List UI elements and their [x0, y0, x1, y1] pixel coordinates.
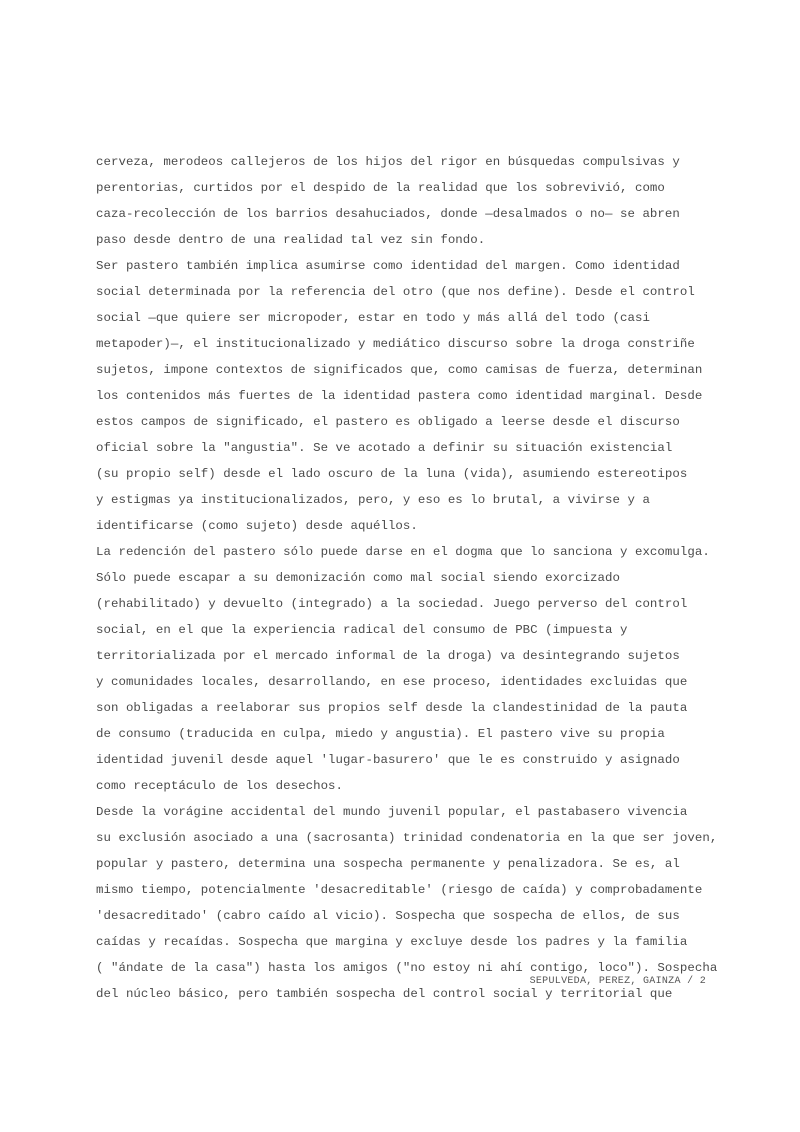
- text-line: caza-recolección de los barrios desahuciados, donde —desalmados o no— se abren: [96, 207, 680, 221]
- text-line: y estigmas ya institucionalizados, pero, y eso es lo brutal, a vivirse y a: [96, 493, 650, 507]
- body-text: [96, 149, 736, 1007]
- text-line: social —que quiere ser micropoder, estar en todo y más allá del todo (casi: [96, 311, 650, 325]
- text-line: Desde la vorágine accidental del mundo juvenil popular, el pastabasero vivencia: [96, 805, 688, 819]
- text-line: paso desde dentro de una realidad tal vez sin fondo.: [96, 233, 486, 247]
- text-line: (su propio self) desde el lado oscuro de la luna (vida), asumiendo estereotipos: [96, 467, 688, 481]
- text-line: La redención del pastero sólo puede darse en el dogma que lo sanciona y excomulga.: [96, 545, 710, 559]
- text-line: Sólo puede escapar a su demonización como mal social siendo exorcizado: [96, 571, 620, 585]
- text-line: oficial sobre la "angustia". Se ve acotado a definir su situación existencial: [96, 441, 673, 455]
- text-line: son obligadas a reelaborar sus propios self desde la clandestinidad de la pauta: [96, 701, 688, 715]
- text-line: cerveza, merodeos callejeros de los hijos del rigor en búsquedas compulsivas y: [96, 155, 680, 169]
- text-line: (rehabilitado) y devuelto (integrado) a la sociedad. Juego perverso del control: [96, 597, 688, 611]
- text-line: Ser pastero también implica asumirse como identidad del margen. Como identidad: [96, 259, 680, 273]
- text-line: ( "ándate de la casa") hasta los amigos ("no estoy ni ahí contigo, loco"). Sospecha: [96, 961, 718, 975]
- text-line: de consumo (traducida en culpa, miedo y angustia). El pastero vive su propia: [96, 727, 665, 741]
- text-line: perentorias, curtidos por el despido de la realidad que los sobrevivió, como: [96, 181, 665, 195]
- text-line: y comunidades locales, desarrollando, en ese proceso, identidades excluidas que: [96, 675, 688, 689]
- text-line: del núcleo básico, pero también sospecha del control social y territorial que: [96, 987, 673, 1001]
- text-line: sujetos, impone contextos de significados que, como camisas de fuerza, determinan: [96, 363, 703, 377]
- text-line: como receptáculo de los desechos.: [96, 779, 344, 793]
- text-line: social, en el que la experiencia radical del consumo de PBC (impuesta y: [96, 623, 628, 637]
- text-line: estos campos de significado, el pastero es obligado a leerse desde el discurso: [96, 415, 680, 429]
- text-line: territorializada por el mercado informal de la droga) va desintegrando sujetos: [96, 649, 680, 663]
- text-line: identificarse (como sujeto) desde aquéllos.: [96, 519, 418, 533]
- text-line: los contenidos más fuertes de la identidad pastera como identidad marginal. Desde: [96, 389, 703, 403]
- text-line: 'desacreditado' (cabro caído al vicio). Sospecha que sospecha de ellos, de sus: [96, 909, 680, 923]
- text-line: metapoder)—, el institucionalizado y mediático discurso sobre la droga constriñe: [96, 337, 695, 351]
- text-line: su exclusión asociado a una (sacrosanta) trinidad condenatoria en la que ser joven,: [96, 831, 718, 845]
- text-line: mismo tiempo, potencialmente 'desacreditable' (riesgo de caída) y comprobadamente: [96, 883, 703, 897]
- text-line: popular y pastero, determina una sospecha permanente y penalizadora. Se es, al: [96, 857, 680, 871]
- page-footer: SEPULVEDA, PEREZ, GAINZA / 2: [529, 976, 706, 987]
- text-line: caídas y recaídas. Sospecha que margina y excluye desde los padres y la familia: [96, 935, 688, 949]
- text-line: identidad juvenil desde aquel 'lugar-basurero' que le es construido y asignado: [96, 753, 680, 767]
- text-line: social determinada por la referencia del otro (que nos define). Desde el control: [96, 285, 695, 299]
